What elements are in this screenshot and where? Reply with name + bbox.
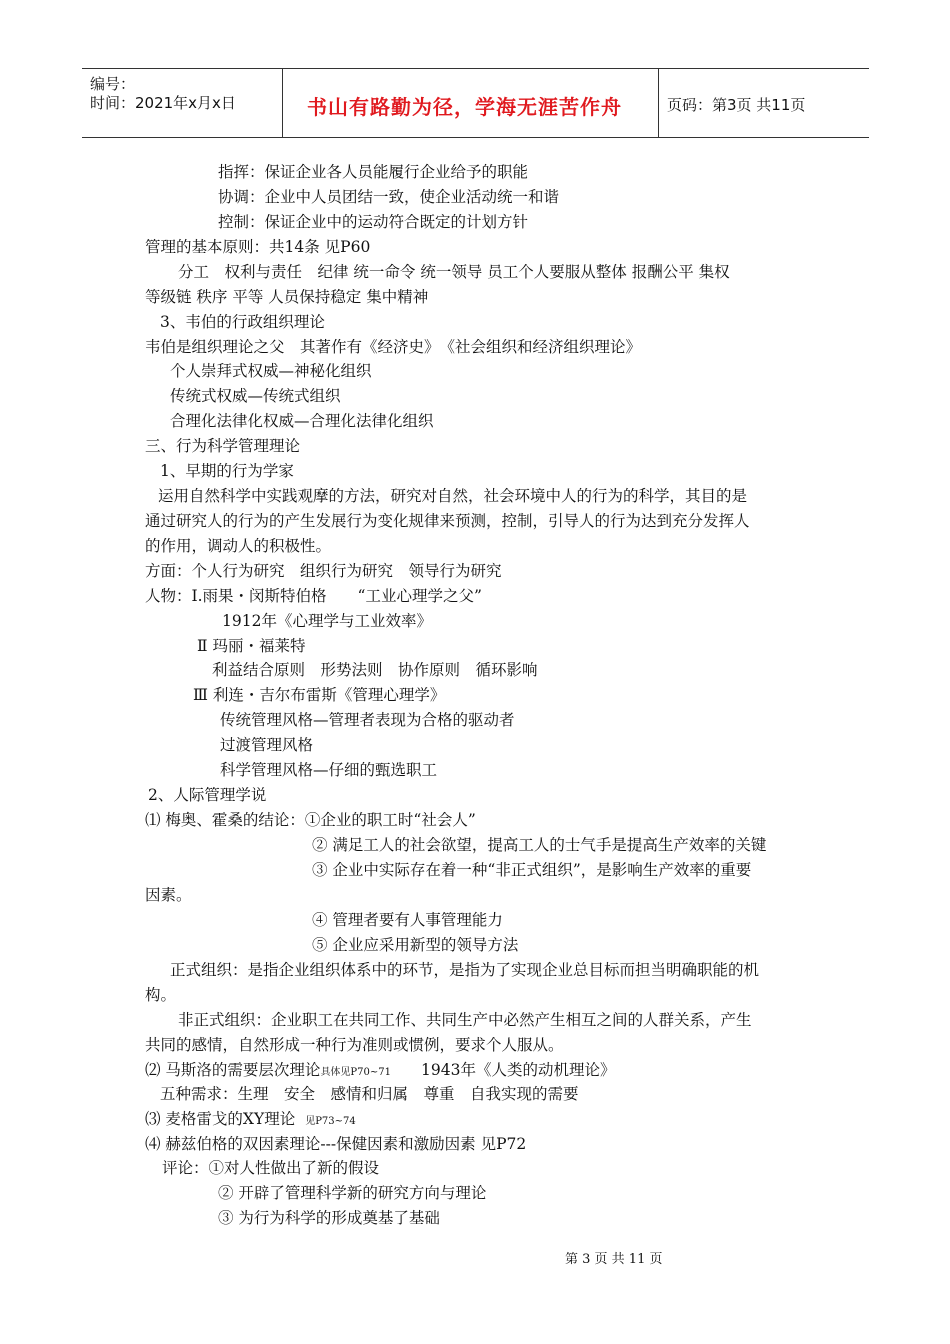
- section-heading: 2、人际管理学说: [148, 786, 267, 804]
- text-line: 科学管理风格—仔细的甄选职工: [220, 761, 438, 779]
- text-line: 传统式权威—传统式组织: [170, 387, 341, 405]
- text-line: ③ 为行为科学的形成奠基了基础: [218, 1209, 440, 1227]
- text-line: 个人崇拜式权威—神秘化组织: [170, 362, 372, 380]
- page-footer: 第 3 页 共 11 页: [565, 1252, 663, 1267]
- page-header: [82, 68, 869, 138]
- text-line: 运用自然科学中实践观摩的方法，研究对自然，社会环境中人的行为的科学，其目的是: [158, 487, 748, 505]
- text-line: 利益结合原则 形势法则 协作原则 循环影响: [212, 661, 538, 679]
- text-line: 控制：保证企业中的运动符合既定的计划方针: [218, 213, 529, 231]
- text-line: 正式组织：是指企业组织体系中的环节，是指为了实现企业总目标而担当明确职能的机: [170, 961, 760, 979]
- text-line: 五种需求：生理 安全 感情和归属 尊重 自我实现的需要: [160, 1085, 579, 1103]
- xy-theory-title: ⑶ 麦格雷戈的XY理论: [145, 1110, 296, 1128]
- text-line: 评论：①对人性做出了新的假设: [162, 1159, 380, 1177]
- section-heading: 3、韦伯的行政组织理论: [160, 313, 325, 331]
- text-line: Ⅲ 利连・吉尔布雷斯《管理心理学》: [193, 686, 446, 704]
- page-number-label: 页码：第3页 共11页: [667, 96, 806, 114]
- text-line: 韦伯是组织理论之父 其著作有《经济史》 《社会组织和经济组织理论》: [145, 338, 642, 356]
- section-heading: 1、早期的行为学家: [160, 462, 294, 480]
- text-line: 等级链 秩序 平等 人员保持稳定 集中精神: [145, 288, 429, 306]
- text-line: 方面：个人行为研究 组织行为研究 领导行为研究: [145, 562, 502, 580]
- maslow-page-ref: 具体见P70~71: [320, 1067, 391, 1078]
- header-right-cell: [659, 69, 869, 137]
- maslow-book: 1943年《人类的动机理论》: [421, 1061, 616, 1079]
- text-line: [145, 1060, 615, 1083]
- header-motto-cell: [283, 69, 659, 137]
- serial-label: 编号：: [90, 75, 136, 93]
- text-line: 分工 权利与责任 纪律 统一命令 统一领导 员工个人要服从整体 报酬公平 集权: [178, 263, 730, 281]
- text-line: 构。: [145, 986, 177, 1004]
- text-line: ② 开辟了管理科学新的研究方向与理论: [218, 1184, 487, 1202]
- text-line: 因素。: [145, 886, 192, 904]
- text-line: 通过研究人的行为的产生发展行为变化规律来预测，控制，引导人的行为达到充分发挥人: [145, 512, 750, 530]
- time-label: 时间：2021年x月x日: [90, 94, 236, 112]
- text-line: ④ 管理者要有人事管理能力: [312, 911, 503, 929]
- text-line: 过渡管理风格: [220, 736, 314, 754]
- text-line: ⑷ 赫兹伯格的双因素理论---保健因素和激励因素 见P72: [145, 1135, 527, 1153]
- text-line: 传统管理风格—管理者表现为合格的驱动者: [220, 711, 515, 729]
- text-line: 合理化法律化权威—合理化法律化组织: [170, 412, 434, 430]
- text-line: 协调：企业中人员团结一致，使企业活动统一和谐: [218, 188, 560, 206]
- text-line: ⑤ 企业应采用新型的领导方法: [312, 936, 519, 954]
- text-line: 人物：Ⅰ.雨果・闵斯特伯格 “工业心理学之父”: [145, 587, 482, 605]
- text-line: Ⅱ 玛丽・福莱特: [197, 637, 306, 655]
- header-left-cell: [82, 69, 283, 137]
- motto-text: 书山有路勤为径，学海无涯苦作舟: [307, 95, 622, 119]
- text-line: 共同的感情，自然形成一种行为准则或惯例，要求个人服从。: [145, 1036, 564, 1054]
- text-line: 1912年《心理学与工业效率》: [222, 612, 432, 630]
- text-line: ③ 企业中实际存在着一种“非正式组织”，是影响生产效率的重要: [312, 861, 752, 879]
- text-line: 指挥：保证企业各人员能履行企业给予的职能: [218, 163, 529, 181]
- text-line: ⑴ 梅奥、霍桑的结论：①企业的职工时“社会人”: [145, 811, 476, 829]
- text-line: 管理的基本原则：共14条 见P60: [145, 238, 371, 256]
- text-line: 的作用，调动人的积极性。: [145, 537, 332, 555]
- text-line: [145, 1109, 356, 1132]
- section-heading: 三、行为科学管理理论: [145, 437, 301, 455]
- xy-theory-page-ref: 见P73~74: [305, 1116, 356, 1127]
- text-line: 非正式组织：企业职工在共同工作、共同生产中必然产生相互之间的人群关系，产生: [178, 1011, 752, 1029]
- maslow-title: ⑵ 马斯洛的需要层次理论: [145, 1061, 321, 1079]
- text-line: ② 满足工人的社会欲望，提高工人的士气手是提高生产效率的关键: [312, 836, 767, 854]
